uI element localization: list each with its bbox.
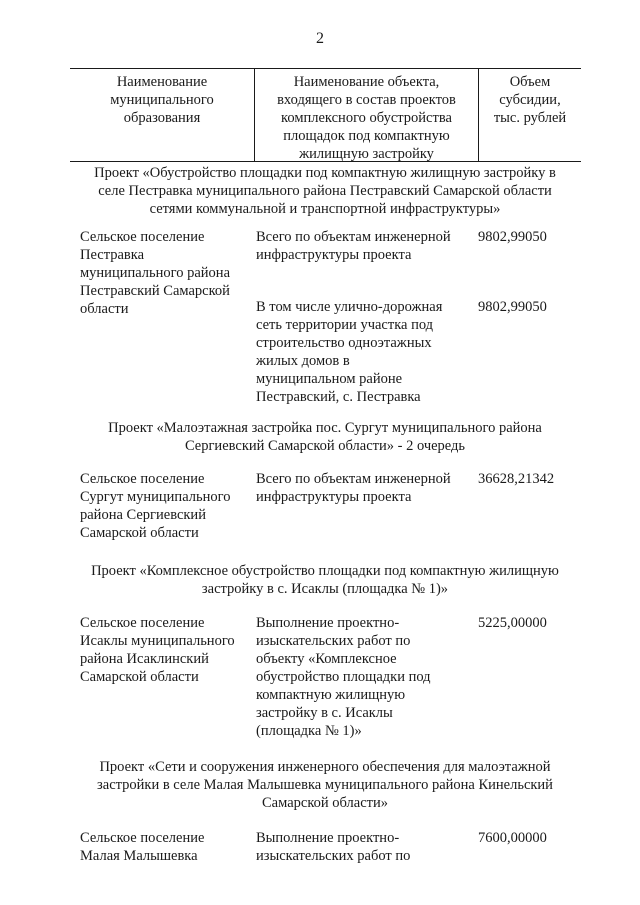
title-line: Проект «Сети и сооружения инженерного обеспечения для малоэтажной [99,759,551,775]
municipality-line: Сельское поселение [80,615,205,631]
municipality-line: Сургут муниципального [80,489,231,505]
title-line: сетями коммунальной и транспортной инфраструктуры» [149,201,501,217]
header-line: Объем [509,74,551,90]
municipality-line: района Исаклинский [80,651,209,667]
object-line: Выполнение проектно- [256,830,400,846]
object-line: Всего по объектам инженерной [256,471,451,487]
object-cell [256,470,478,506]
object-line: В том числе улично-дорожная [256,299,443,315]
header-line: комплексного обустройства [281,110,452,126]
title-line: Проект «Малоэтажная застройка пос. Сургут муниципального района [108,420,542,436]
header-line: площадок под компактную [283,128,450,144]
object-line: Всего по объектам инженерной [256,229,451,245]
municipality-line: Сельское поселение [80,471,205,487]
header-line: тыс. рублей [493,110,567,126]
project-title [60,758,590,812]
page-number: 2 [316,30,324,47]
title-line: застройки в селе Малая Малышевка муниципального района Кинельский [97,777,553,793]
amount-cell: 7600,00000 [478,830,547,846]
header-line: жилищную застройку [299,146,434,162]
object-cell [256,614,478,740]
municipality-line: муниципального района [80,265,230,281]
object-line: инфраструктуры проекта [256,489,412,505]
municipality-line: Пестравка [80,247,145,263]
object-line: сеть территории участка под [256,317,434,333]
header-line: Наименование объекта, [293,74,440,90]
object-line: муниципальном районе [256,371,403,387]
amount-cell: 9802,99050 [478,299,547,315]
object-line: Выполнение проектно- [256,615,400,631]
header-line: субсидии, [499,92,561,108]
header-line: муниципального [110,92,214,108]
municipality-line: Исаклы муниципального [80,633,235,649]
header-line: Наименование [116,74,208,90]
municipality-cell [80,470,255,542]
municipality-line: Малая Малышевка [80,848,198,864]
object-cell [256,829,478,865]
municipality-cell [80,614,255,686]
project-title [60,562,590,598]
header-amount [479,69,581,161]
object-line: объекту «Комплексное [256,651,397,667]
amount-cell: 9802,99050 [478,229,547,245]
object-line: изыскательских работ по [256,848,411,864]
object-line: жилых домов в [256,353,350,369]
municipality-line: Самарской области [80,669,199,685]
title-line: застройку в с. Исаклы (площадка № 1)» [201,581,449,597]
object-line: Пестравский, с. Пестравка [256,389,421,405]
municipality-line: Сельское поселение [80,229,205,245]
title-line: Сергиевский Самарской области» - 2 очередь [184,438,466,454]
object-line: компактную жилищную [256,687,406,703]
title-line: Проект «Комплексное обустройство площадки под компактную жилищную [91,563,559,579]
municipality-line: Самарской области [80,525,199,541]
object-cell [256,228,478,264]
project-title [60,164,590,218]
amount-cell: 5225,00000 [478,615,547,631]
object-line: строительство одноэтажных [256,335,432,351]
table-header [70,68,581,162]
object-line: изыскательских работ по [256,633,411,649]
municipality-cell [80,228,255,318]
object-line: (площадка № 1)» [256,723,362,739]
header-line: входящего в состав проектов [277,92,456,108]
amount-cell: 36628,21342 [478,471,555,487]
title-line: селе Пестравка муниципального района Пестравский Самарской области [98,183,552,199]
municipality-line: Сельское поселение [80,830,205,846]
object-line: застройку в с. Исаклы [256,705,393,721]
project-title [60,419,590,455]
object-line: обустройство площадки под [256,669,431,685]
municipality-cell [80,829,255,865]
municipality-line: района Сергиевский [80,507,206,523]
header-municipality [70,69,255,161]
header-object [255,69,479,161]
municipality-line: Пестравский Самарской [80,283,230,299]
municipality-line: области [80,301,129,317]
header-line: образования [123,110,201,126]
title-line: Самарской области» [262,795,388,811]
title-line: Проект «Обустройство площадки под компактную жилищную застройку в [94,165,556,181]
object-line: инфраструктуры проекта [256,247,412,263]
object-cell [256,298,478,406]
